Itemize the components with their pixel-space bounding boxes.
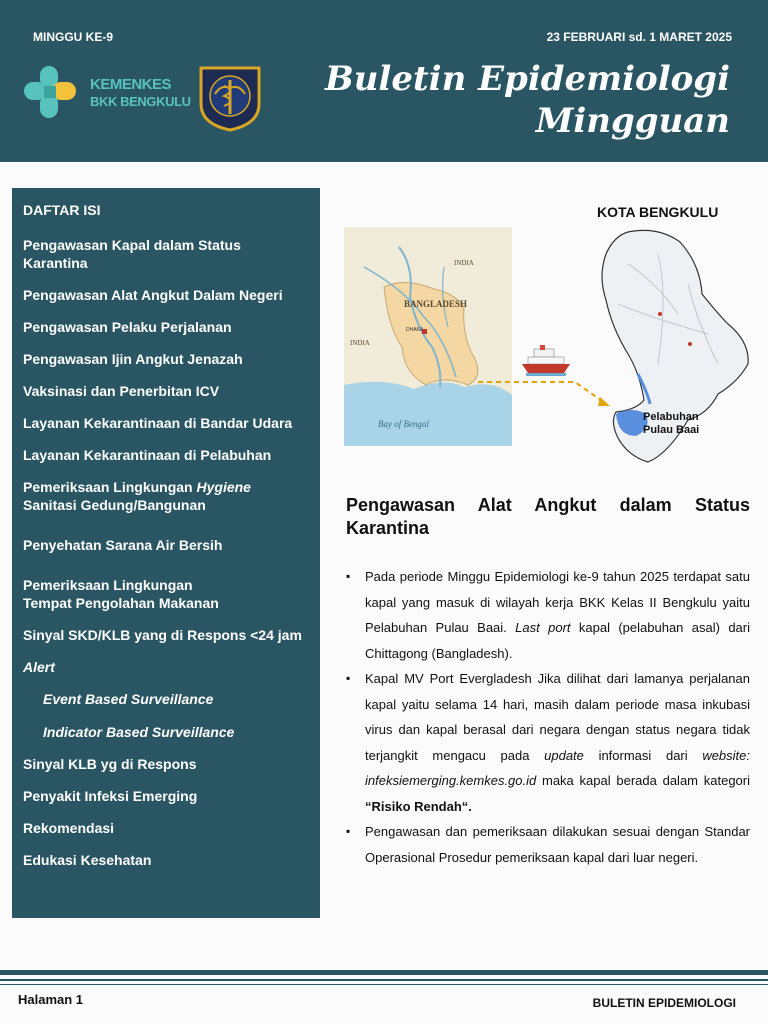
- map-label-bay: Bay of Bengal: [378, 419, 429, 429]
- toc-item-infeksi-emerging[interactable]: Penyakit Infeksi Emerging: [23, 788, 198, 804]
- toc-item-alert[interactable]: Alert: [23, 659, 55, 675]
- kemenkes-logo: [22, 64, 192, 122]
- toc-item-event-based[interactable]: Event Based Surveillance: [43, 691, 214, 707]
- toc-item-indicator-based[interactable]: Indicator Based Surveillance: [43, 724, 235, 740]
- article-bullets: [346, 564, 750, 870]
- article-p2-em1: update: [544, 747, 584, 763]
- footer-title: BULETIN EPIDEMIOLOGI: [592, 996, 736, 1010]
- article-p2-a: Kapal MV Port Evergladesh Jika dilihat dari lamanya perjalanan kapal yaitu selama 14 hari, masih dalam periode masa inkubasi virus dan kapal berasal dari negara dengan status negara tidak terjangkit mengacu pada: [365, 671, 750, 763]
- toc-item-pengolahan-makanan[interactable]: [23, 576, 308, 612]
- toc-item-pengawasan-kapal[interactable]: Pengawasan Kapal dalam Status Karantina: [23, 237, 241, 271]
- toc-list: [23, 236, 308, 869]
- footer-rule-thick: [0, 970, 768, 975]
- article-title: Pengawasan Alat Angkut dalam Status Karantina: [346, 495, 750, 538]
- city-label: KOTA BENGKULU: [597, 204, 719, 220]
- table-of-contents: [12, 188, 320, 918]
- footer-rule-thin: [0, 984, 768, 985]
- toc-item-sanitasi-gedung-hygiene: Hygiene: [196, 479, 251, 495]
- date-range: 23 FEBRUARI sd. 1 MARET 2025: [546, 30, 732, 44]
- toc-item-pelaku-perjalanan[interactable]: Pengawasan Pelaku Perjalanan: [23, 319, 232, 335]
- bangladesh-map-image: [344, 227, 512, 446]
- toc-item-sanitasi-gedung[interactable]: [23, 478, 308, 514]
- article-p1-em: Last port: [515, 620, 571, 635]
- port-label-line2: Pulau Baai: [643, 424, 700, 436]
- toc-item-pelabuhan[interactable]: Layanan Kekarantinaan di Pelabuhan: [23, 447, 272, 463]
- kemenkes-logo-name: KEMENKES: [90, 76, 172, 93]
- bulletin-title-line2: Mingguan: [535, 101, 730, 141]
- map-label-india: INDIA: [454, 259, 474, 267]
- toc-item-sinyal-skd[interactable]: Sinyal SKD/KLB yang di Respons <24 jam: [23, 627, 302, 643]
- kemenkes-logo-sub: BKK BENGKULU: [90, 94, 191, 109]
- toc-item-sinyal-klb[interactable]: Sinyal KLB yg di Respons: [23, 756, 197, 772]
- footer-rule-mid: [0, 979, 768, 981]
- map-label-india-west: INDIA: [350, 339, 370, 347]
- toc-item-air-bersih[interactable]: Penyehatan Sarana Air Bersih: [23, 537, 223, 553]
- article-p1-b: kapal (pelabuhan asal) dari Chittagong (Bangladesh).: [365, 620, 751, 661]
- toc-item-sanitasi-gedung-b: Sanitasi Gedung/Bangunan: [23, 497, 206, 513]
- kemenkes-flower-icon: [22, 64, 82, 122]
- port-label: [643, 411, 699, 437]
- map-label-dhaka: DHAKA: [406, 327, 424, 333]
- toc-item-angkut-jenazah[interactable]: Pengawasan Ijin Angkut Jenazah: [23, 351, 243, 367]
- toc-item-rekomendasi[interactable]: Rekomendasi: [23, 820, 115, 836]
- week-label: MINGGU KE-9: [33, 30, 114, 44]
- toc-item-alat-angkut[interactable]: Pengawasan Alat Angkut Dalam Negeri: [23, 287, 283, 303]
- ship-icon: [520, 345, 572, 377]
- port-label-line1: Pelabuhan: [643, 411, 699, 423]
- article-p2-website[interactable]: website: infeksiemerging.kemkes.go.id: [365, 747, 751, 788]
- bulletin-title: [325, 58, 730, 142]
- toc-item-vaksinasi-icv[interactable]: Vaksinasi dan Penerbitan ICV: [23, 383, 220, 399]
- article-p1-a: Pada periode Minggu Epidemiologi ke-9 tahun 2025 terdapat satu kapal yang masuk di wilayah kerja BKK Kelas II Bengkulu yaitu Pelabuhan Pulau Baai.: [365, 569, 750, 635]
- toc-item-pengolahan-makanan-a: Pemeriksaan Lingkungan: [23, 577, 193, 593]
- article-bullet-2: [346, 666, 750, 819]
- toc-item-sanitasi-gedung-a: Pemeriksaan Lingkungan: [23, 479, 197, 495]
- article-bullet-1: [346, 564, 750, 666]
- bulletin-title-line1: Buletin Epidemiologi: [324, 59, 730, 99]
- page-number: Halaman 1: [18, 992, 84, 1007]
- toc-item-edukasi[interactable]: Edukasi Kesehatan: [23, 852, 152, 868]
- karantina-seal-icon: [197, 64, 263, 132]
- map-label-bangladesh: BANGLADESH: [404, 299, 468, 309]
- toc-heading: DAFTAR ISI: [23, 202, 101, 218]
- toc-item-bandar-udara[interactable]: Layanan Kekarantinaan di Bandar Udara: [23, 415, 293, 431]
- article-p2-risk: “Risiko Rendah“.: [365, 798, 472, 814]
- article-bullet-3: ▪ Pengawasan dan pemeriksaan dilakukan sesuai dengan Standar Operasional Prosedur pemeriksaan kapal dari luar negeri.: [346, 819, 750, 870]
- article-p2-c: maka kapal berada dalam kategori: [536, 773, 750, 788]
- toc-item-pengolahan-makanan-b: Tempat Pengolahan Makanan: [23, 595, 219, 611]
- header-banner: [0, 0, 768, 162]
- article-p2-b: informasi dari: [583, 747, 703, 763]
